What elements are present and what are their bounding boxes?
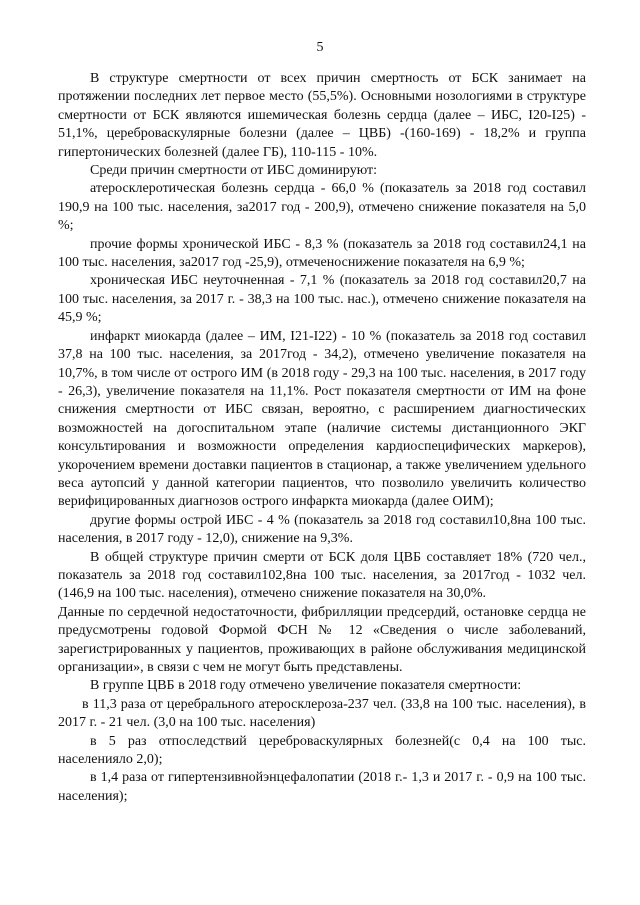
list-item-atherosclerotic: атеросклеротическая болезнь сердца - 66,0 % (показатель за 2018 год составил 190,9 на 100 тыс. населения, за2017 год - 200,9), отмечено снижение показателя на 5,0 %; <box>58 181 586 234</box>
list-item-cvd-sequelae: в 5 раз отпоследствий цереброваскулярных болезней(с 0,4 на 100 тыс. населенияло 2,0); <box>58 733 586 768</box>
list-item-hypertensive-encephalopathy: в 1,4 раза от гипертензивнойэнцефалопатии (2018 г.- 1,3 и 2017 г. - 0,9 на 100 тыс. населения); <box>58 770 586 804</box>
paragraph-mortality-structure: В структуре смертности от всех причин смертность от БСК занимает на протяжении последних лет первое место (55,5%). Основными нозологиями в структуре смертности от БСК являются ишемическая болезнь сердца (далее – ИБС, I20-I25) - 51,1%, цереброваскулярные болезни (далее – ЦВБ) -(160-169) - 18,2% и группа гипертонических болезней (далее ГБ), 110-115 - 10%. <box>58 71 586 160</box>
list-item-chronic-ihd-unspecified: хроническая ИБС неуточненная - 7,1 % (показатель за 2018 год составил20,7 на 100 тыс. населения, за 2017 г. - 38,3 на 100 тыс. нас.), отмечено снижение показателя на 45,9 %; <box>58 273 586 326</box>
list-item-chronic-ihd-other: прочие формы хронической ИБС - 8,3 % (показатель за 2018 год составил24,1 на 100 тыс. населения, за2017 год -25,9), отмеченоснижение показателя на 6,9 %; <box>58 236 586 271</box>
page-number: 5 <box>316 40 324 55</box>
list-item-other-acute-ihd: другие формы острой ИБС - 4 % (показатель за 2018 год составил10,8на 100 тыс. населения, в 2017 году - 12,0), снижение на 9,3%. <box>58 512 586 547</box>
paragraph-ihd-intro: Среди причин смертности от ИБС доминируют: <box>90 163 377 179</box>
document-body <box>58 70 586 806</box>
list-item-cerebral-atherosclerosis: в 11,3 раза от церебрального атеросклероза-237 чел. (33,8 на 100 тыс. населения), в 2017 г. - 21 чел. (3,0 на 100 тыс. населения) <box>58 696 586 731</box>
paragraph-cvd-increase-intro: В группе ЦВБ в 2018 году отмечено увеличение показателя смертности: <box>90 678 522 694</box>
list-item-myocardial-infarction: инфаркт миокарда (далее – ИМ, I21-I22) - 10 % (показатель за 2018 год составил 37,8 на 100 тыс. населения, за 2017год - 34,2), отмечено увеличение показателя на 10,7%, в том числе от острого ИМ (в 2018 году - 29,3 на 100 тыс. населения, в 2017 году - 26,3), увеличение показателя на 11,1%. Рост показателя смертности от ИМ на фоне снижения смертности от ИБС связан, вероятно, с расширением диагностических возможностей на догоспитальном этапе (наличие системы дистанционного ЭКГ консультирования и возможности определения кардиоспецифических маркеров), укорочением времени доставки пациентов в стационар, а также увеличением удельного веса аутопсий у данной категории пациентов, что позволило увеличить количество верифицированных диагнозов острого инфаркта миокарда (далее ОИМ); <box>58 328 586 510</box>
paragraph-heart-failure-data: Данные по сердечной недостаточности, фибрилляции предсердий, остановке сердца не предусмотрены годовой Формой ФСН № 12 «Сведения о числе заболеваний, зарегистрированных у пациентов, проживающих в районе обслуживания медицинской организации», в связи с чем не могут быть представлены. <box>58 604 586 675</box>
paragraph-cvd-share: В общей структуре причин смерти от БСК доля ЦВБ составляет 18% (720 чел., показатель за 2018 год составил102,8на 100 тыс. населения, за 2017год - 1032 чел. (146,9 на 100 тыс. населения), отмечено снижение показателя на 30,0%. <box>58 549 586 602</box>
